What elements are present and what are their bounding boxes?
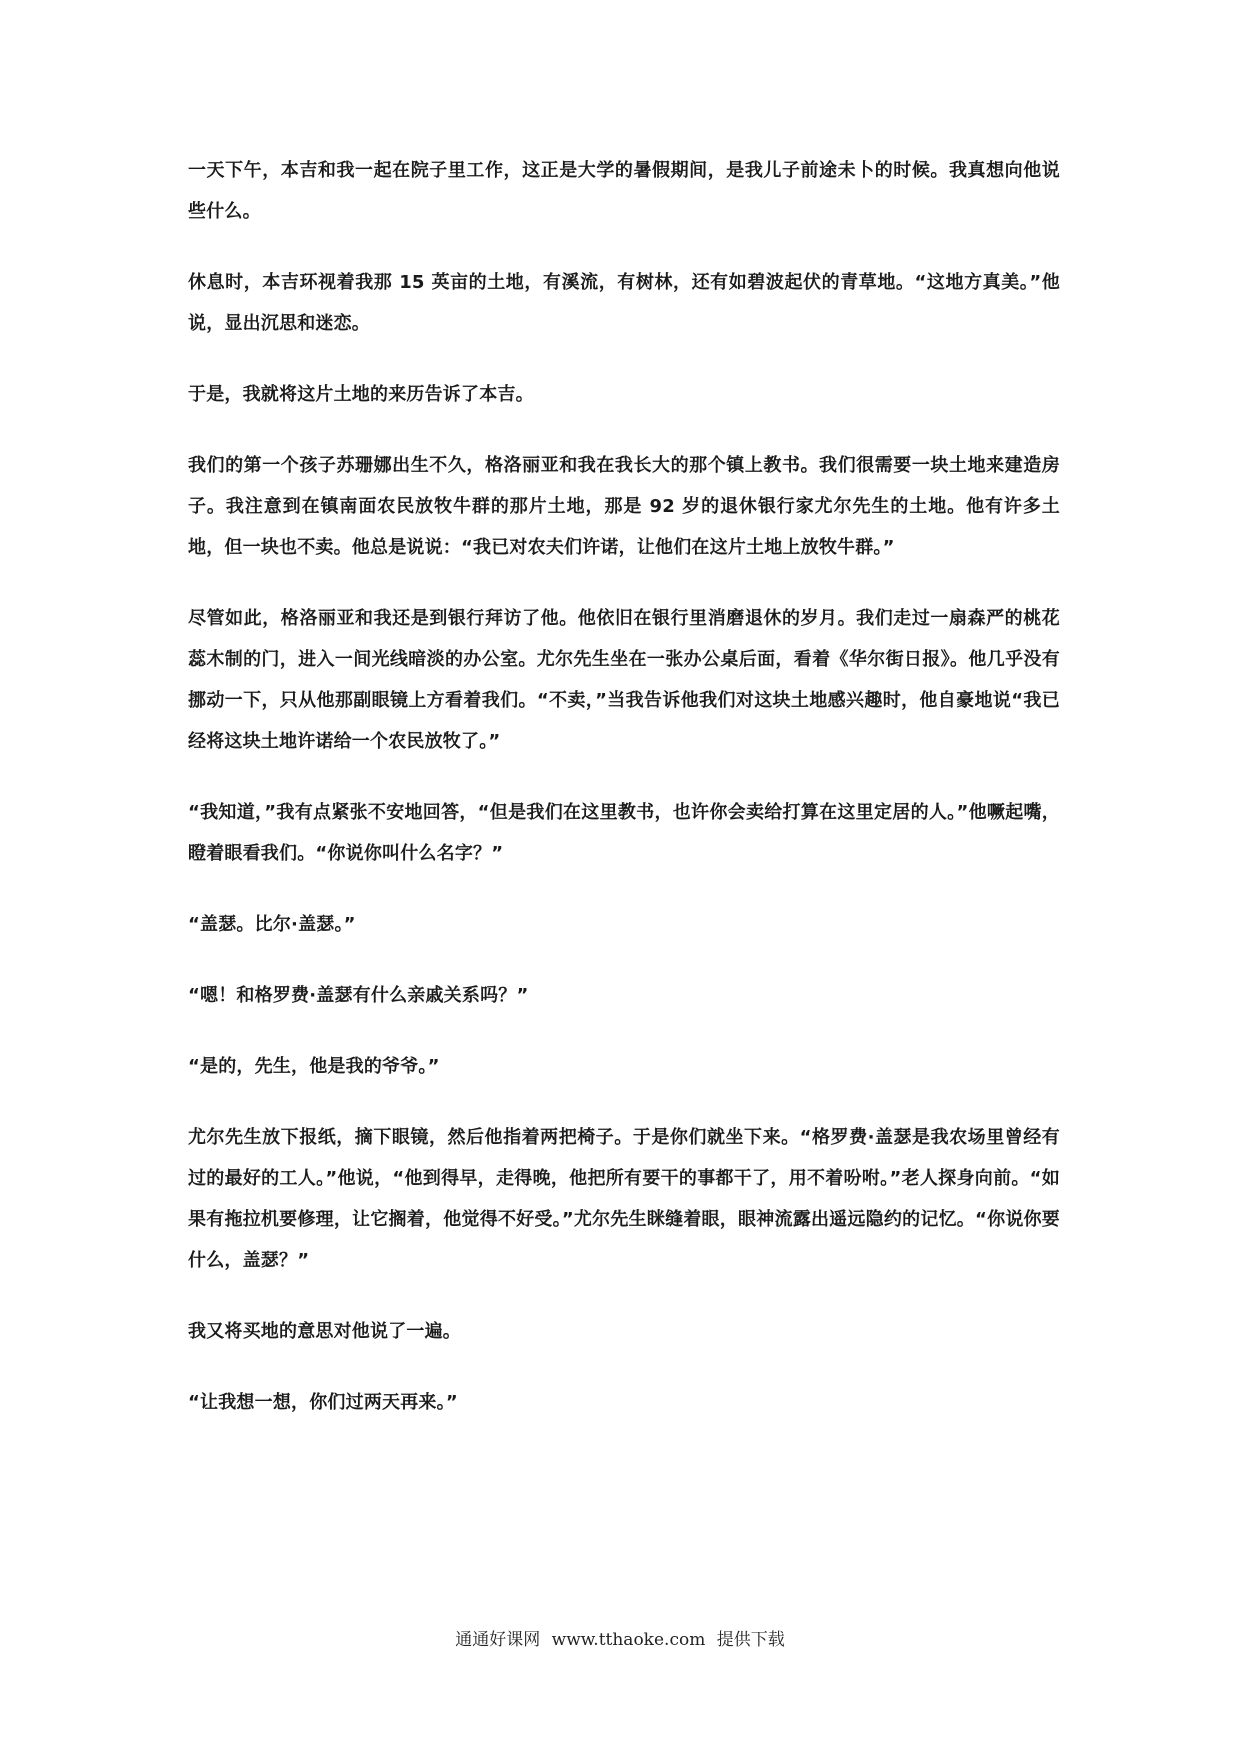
paragraph-7: “盖瑟。比尔·盖瑟。” <box>188 914 356 935</box>
paragraph-10: 尤尔先生放下报纸，摘下眼镜，然后他指着两把椅子。于是你们就坐下来。“格罗费·盖瑟是我农场里曾经有过的最好的工人。”他说，“他到得早，走得晚，他把所有要干的事都干了，用不着吩咐。”老人探身向前。“如果有拖拉机要修理，让它搁着，他觉得不好受。”尤尔先生眯缝着眼，眼神流露出遥远隐约的记忆。“你说你要什么，盖瑟？” <box>188 1127 1060 1271</box>
paragraph-4: 我们的第一个孩子苏珊娜出生不久，格洛丽亚和我在我长大的那个镇上教书。我们很需要一块土地来建造房子。我注意到在镇南面农民放牧牛群的那片土地，那是 92 岁的退休银行家尤尔先生的土地。他有许多土地，但一块也不卖。他总是说说：“我已对农夫们许诺，让他们在这片土地上放牧牛群。” <box>188 455 1060 558</box>
paragraph-8: “嗯！和格罗费·盖瑟有什么亲戚关系吗？” <box>188 985 529 1006</box>
paragraph-11: 我又将买地的意思对他说了一遍。 <box>188 1321 461 1342</box>
document-body <box>188 150 1060 1453</box>
page-footer: 通通好课网 www.tthaoke.com 提供下载 <box>455 1630 785 1650</box>
paragraph-5: 尽管如此，格洛丽亚和我还是到银行拜访了他。他依旧在银行里消磨退休的岁月。我们走过一扇森严的桃花蕊木制的门，进入一间光线暗淡的办公室。尤尔先生坐在一张办公桌后面，看着《华尔街日报》。他几乎没有挪动一下，只从他那副眼镜上方看着我们。“不卖，”当我告诉他我们对这块土地感兴趣时，他自豪地说“我已经将这块土地许诺给一个农民放牧了。” <box>188 608 1060 752</box>
paragraph-12: “让我想一想，你们过两天再来。” <box>188 1392 458 1413</box>
paragraph-2: 休息时，本吉环视着我那 15 英亩的土地，有溪流，有树林，还有如碧波起伏的青草地。“这地方真美。”他说，显出沉思和迷恋。 <box>188 272 1060 334</box>
paragraph-6: “我知道，”我有点紧张不安地回答，“但是我们在这里教书，也许你会卖给打算在这里定居的人。”他噘起嘴，瞪着眼看我们。“你说你叫什么名字？” <box>188 802 1060 864</box>
paragraph-9: “是的，先生，他是我的爷爷。” <box>188 1056 440 1077</box>
paragraph-1: 一天下午，本吉和我一起在院子里工作，这正是大学的暑假期间，是我儿子前途未卜的时候。我真想向他说些什么。 <box>188 160 1060 222</box>
paragraph-3: 于是，我就将这片土地的来历告诉了本吉。 <box>188 384 534 405</box>
